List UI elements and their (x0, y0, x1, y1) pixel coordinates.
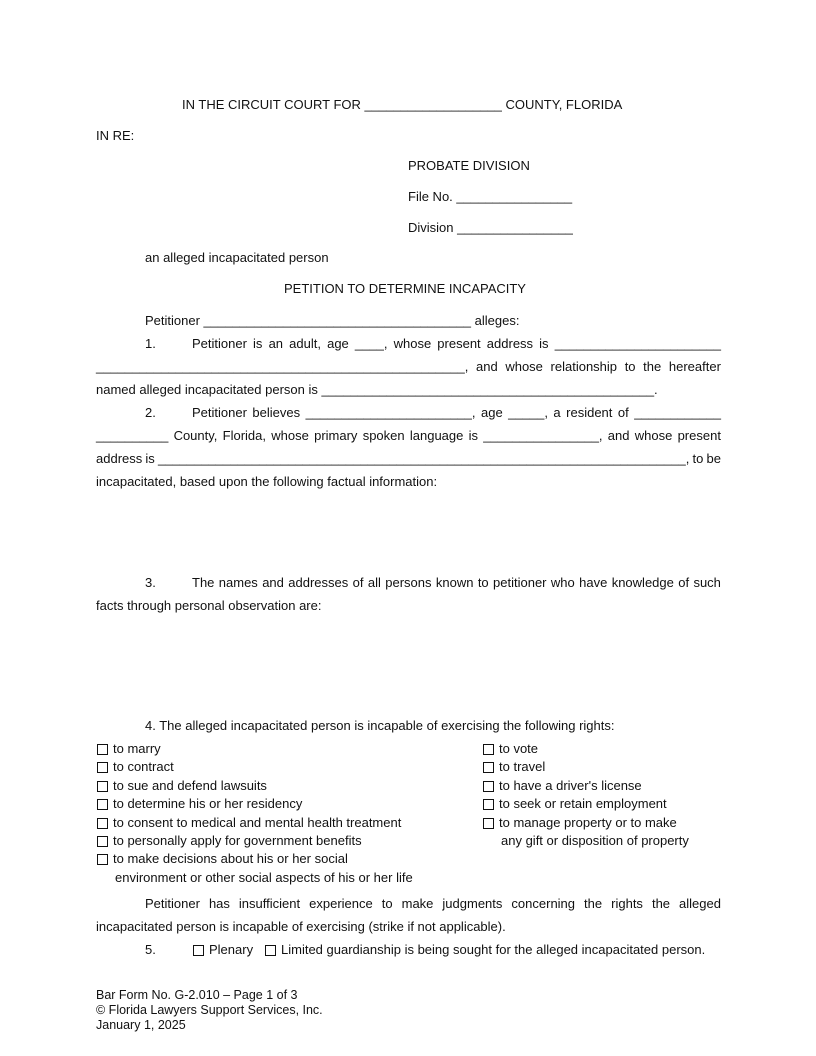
para5-number: 5. (145, 942, 156, 957)
form-date: January 1, 2025 (96, 1018, 186, 1032)
para2-line3 (96, 451, 721, 467)
word: hereafter (668, 359, 721, 374)
checkbox-icon[interactable] (97, 799, 108, 810)
checkbox-icon[interactable] (483, 799, 494, 810)
right-marry[interactable] (97, 741, 161, 757)
word: to (477, 575, 489, 590)
copyright: © Florida Lawyers Support Services, Inc. (96, 1003, 323, 1017)
right-label: to travel (499, 759, 546, 774)
word: language (409, 428, 464, 443)
insufficient-line2: incapacitated person is incapable of exercising (strike if not applicable). (96, 919, 506, 934)
checkbox-icon[interactable] (97, 781, 108, 792)
right-government-benefits[interactable] (97, 833, 362, 849)
word: experience (309, 896, 373, 911)
document-title: PETITION TO DETERMINE INCAPACITY (284, 281, 526, 296)
para2-number: 2. (145, 405, 156, 420)
right-employment[interactable] (483, 796, 667, 812)
para2-line2 (96, 428, 721, 444)
right-label: to make decisions about his or her social (113, 851, 348, 866)
word: of (617, 405, 629, 420)
word: address (486, 336, 534, 351)
para2-line1 (192, 405, 721, 421)
word: all (367, 575, 381, 590)
division-field: Division ________________ (408, 220, 573, 235)
word: Petitioner (145, 896, 200, 911)
word: an (268, 336, 284, 351)
word: age (327, 336, 349, 351)
word: ____, (354, 336, 388, 351)
word: present (437, 336, 481, 351)
word: to (624, 359, 636, 374)
right-medical-consent[interactable] (97, 815, 401, 831)
para1-line2 (96, 359, 721, 375)
checkbox-icon[interactable] (97, 744, 108, 755)
file-number-field: File No. ________________ (408, 189, 573, 204)
word: Petitioner (192, 405, 247, 420)
word: whose (271, 428, 309, 443)
insufficient-line1 (145, 896, 721, 912)
word: alleged (679, 896, 721, 911)
word: resident (566, 405, 613, 420)
word: _____, (508, 405, 548, 420)
checkbox-icon[interactable] (265, 945, 276, 956)
para1-number: 1. (145, 336, 156, 351)
word: and (262, 575, 284, 590)
word: adult, (289, 336, 321, 351)
right-label: to determine his or her residency (113, 796, 303, 811)
in-re-label: IN RE: (96, 128, 135, 143)
word: insufficient (238, 896, 301, 911)
word: whose (505, 359, 543, 374)
word: ____________ (634, 405, 721, 420)
right-drivers-license[interactable] (483, 778, 642, 794)
word: the (643, 359, 662, 374)
word: ________________, (483, 428, 603, 443)
limited-option[interactable] (265, 942, 705, 958)
right-label: to vote (499, 741, 539, 756)
word: be (706, 451, 721, 466)
court-line: IN THE CIRCUIT COURT FOR ___________________ COUNTY, FLORIDA (182, 97, 623, 112)
word: has (208, 896, 230, 911)
right-label: to marry (113, 741, 161, 756)
word: such (693, 575, 721, 590)
plenary-label: Plenary (209, 942, 254, 957)
para1-line3: named alleged incapacitated person is ______________________________________________. (96, 382, 658, 397)
right-label: to manage property or to make (499, 815, 677, 830)
word: present (677, 428, 721, 443)
word: addresses (288, 575, 349, 590)
plenary-option[interactable] (193, 942, 253, 958)
word: spoken (362, 428, 405, 443)
checkbox-icon[interactable] (483, 781, 494, 792)
para2-line4: incapacitated, based upon the following factual information: (96, 474, 438, 489)
word: persons (385, 575, 432, 590)
word: names (218, 575, 258, 590)
word: believes (252, 405, 301, 420)
word: concerning (511, 896, 576, 911)
right-label: to have a driver's license (499, 778, 642, 793)
word: The (192, 575, 215, 590)
right-label: to personally apply for government benefits (113, 833, 362, 848)
right-sue-defend[interactable] (97, 778, 267, 794)
word: whose (634, 428, 673, 443)
right-label: to sue and defend lawsuits (113, 778, 267, 793)
para1-line1 (192, 336, 721, 352)
right-manage-property[interactable] (483, 815, 677, 831)
word: and (607, 428, 630, 443)
right-travel[interactable] (483, 759, 545, 775)
right-vote[interactable] (483, 741, 538, 757)
checkbox-icon[interactable] (97, 762, 108, 773)
word: relationship (550, 359, 618, 374)
word: __________ (96, 428, 169, 443)
word: make (401, 896, 434, 911)
word: primary (314, 428, 358, 443)
alleged-person-label: an alleged incapacitated person (145, 250, 329, 265)
word: of (352, 575, 364, 590)
right-label: to seek or retain employment (499, 796, 667, 811)
right-label: to consent to medical and mental health treatment (113, 815, 402, 830)
word: judgments (442, 896, 503, 911)
word: the (584, 896, 603, 911)
word: a (553, 405, 561, 420)
word: Florida, (222, 428, 267, 443)
checkbox-icon[interactable] (193, 945, 204, 956)
word: knowledge (611, 575, 674, 590)
checkbox-icon[interactable] (483, 818, 494, 829)
checkbox-icon[interactable] (97, 818, 108, 829)
word: to (381, 896, 393, 911)
right-label: to contract (113, 759, 174, 774)
word: is (145, 451, 155, 466)
word: address (96, 451, 143, 466)
right-property-continuation: any gift or disposition of property (501, 833, 689, 848)
word: the (651, 896, 671, 911)
word: _______________________ (554, 336, 721, 351)
right-contract[interactable] (97, 759, 174, 775)
form-number: Bar Form No. G-2.010 – Page 1 of 3 (96, 988, 298, 1002)
right-social-continuation: environment or other social aspects of his or her life (115, 870, 413, 885)
word: whose (393, 336, 432, 351)
word: known (435, 575, 474, 590)
word: is (539, 336, 549, 351)
para3-line1 (192, 575, 721, 591)
word: is (253, 336, 263, 351)
checkbox-icon[interactable] (97, 854, 108, 865)
para3-line2: facts through personal observation are: (96, 598, 322, 613)
probate-division-label: PROBATE DIVISION (408, 158, 530, 173)
checkbox-icon[interactable] (483, 762, 494, 773)
word: who (550, 575, 575, 590)
word: rights (611, 896, 643, 911)
word: have (579, 575, 608, 590)
petitioner-intro: Petitioner _____________________________________ alleges: (145, 313, 520, 328)
checkbox-icon[interactable] (97, 836, 108, 847)
right-residency[interactable] (97, 796, 302, 812)
word: is (468, 428, 478, 443)
para4-heading: 4. The alleged incapacitated person is incapable of exercising the following rights: (145, 718, 615, 733)
limited-label: Limited guardianship is being sought for the alleged incapacitated person. (281, 942, 706, 957)
word: Petitioner (192, 336, 247, 351)
word: petitioner (493, 575, 547, 590)
word: to (692, 451, 704, 466)
word: ___________________________________________________, (96, 359, 469, 374)
word: age (480, 405, 503, 420)
word: of (678, 575, 690, 590)
word: County, (173, 428, 218, 443)
word: and (475, 359, 498, 374)
right-social-decisions[interactable] (97, 851, 348, 867)
word: _________________________________________________________________________, (157, 451, 690, 466)
word: _______________________, (305, 405, 476, 420)
checkbox-icon[interactable] (483, 744, 494, 755)
para3-number: 3. (145, 575, 156, 590)
